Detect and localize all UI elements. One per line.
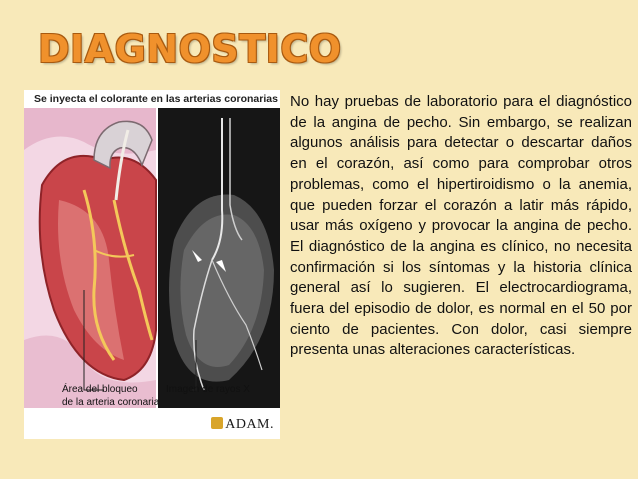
label-blockage-line1: Área del bloqueo	[62, 384, 138, 395]
heart-illustration	[24, 90, 280, 439]
diagnosis-paragraph: No hay pruebas de laboratorio para el diagnóstico de la angina de pecho. Sin embargo, se realizan algunos análisis para detectar o descartar daños en el corazón, así como para comprobar otros problemas, como el hipertiroidismo o la anemia, que pueden forzar el corazón a latir más rápido, usar más oxígeno y provocar la angina de pecho. El diagnóstico de la angina es clínico, no necesita confirmación si los síntomas y la historia clínica general así lo sugieren. El electrocardiograma, fuera del episodio de dolor, es normal en el 50 por ciento de pacientes. Con dolor, casi siempre presenta unas alteraciones características.	[290, 93, 632, 359]
adam-logo-text: ADAM.	[225, 417, 274, 432]
adam-logo-mark	[211, 417, 223, 429]
figure-caption: Se inyecta el colorante en las arterias coronarias	[34, 93, 278, 105]
label-blockage-line2: de la arteria coronaria	[62, 397, 160, 408]
label-xray: Imagen de rayos X	[166, 384, 250, 395]
page-title: DIAGNOSTICO	[38, 27, 342, 71]
adam-logo	[211, 417, 274, 433]
